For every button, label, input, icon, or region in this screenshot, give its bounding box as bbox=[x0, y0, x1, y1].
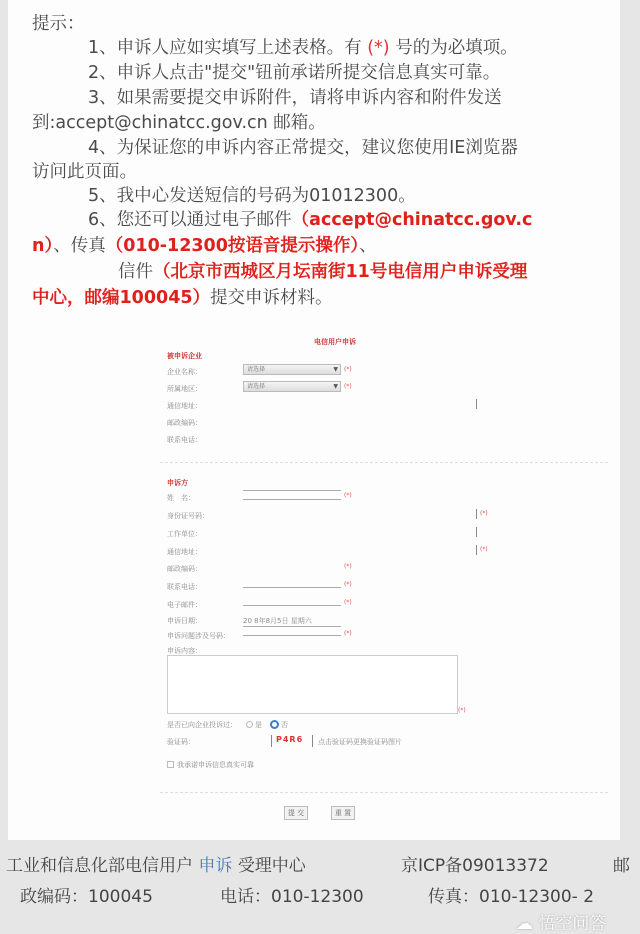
required-mark: (*) bbox=[367, 38, 390, 58]
promise-label: 我承诺申诉信息真实可靠 bbox=[177, 761, 254, 769]
footer-fax: 传真：010-12300- 2 bbox=[428, 887, 595, 907]
address-info: 中心，邮编100045） bbox=[32, 288, 211, 308]
content-textarea[interactable] bbox=[167, 655, 458, 714]
tip-3: 3、如果需要提交申诉附件，请将申诉内容和附件发送 bbox=[88, 88, 502, 108]
captcha-hint[interactable]: 点击验证码更换验证码图片 bbox=[318, 738, 402, 746]
required-mark: (*) bbox=[344, 581, 352, 588]
work-input[interactable] bbox=[476, 527, 477, 537]
company-label: 企业名称： bbox=[167, 368, 202, 376]
tip-1 bbox=[88, 36, 518, 60]
fax-info: （010-12300按语音提示操作） bbox=[105, 236, 360, 256]
required-mark: (*) bbox=[344, 492, 352, 499]
footer-phone: 电话：010-12300 bbox=[220, 887, 364, 907]
divider bbox=[160, 462, 608, 463]
watermark-text: 悟空问答 bbox=[538, 914, 607, 934]
address-label: 通信地址： bbox=[167, 402, 202, 410]
tip-4-cont: 访问此页面。 bbox=[32, 162, 137, 182]
footer bbox=[0, 840, 640, 933]
tip-3-cont: 到:accept@chinatcc.gov.cn 邮箱。 bbox=[32, 113, 326, 133]
required-mark: (*) bbox=[344, 599, 352, 606]
tip-text: 、传真 bbox=[53, 236, 106, 256]
name-label: 姓 名： bbox=[167, 494, 195, 502]
required-mark: (*) bbox=[344, 383, 352, 390]
address-input[interactable] bbox=[476, 399, 477, 409]
tip-7-cont bbox=[32, 286, 333, 310]
c-phone-label: 联系电话： bbox=[167, 583, 202, 591]
email-label: 电子邮件： bbox=[167, 601, 202, 609]
email-link[interactable]: （accept@chinatcc.gov.c bbox=[291, 210, 533, 230]
address-info: （北京市西城区月坛南街11号电信用户申诉受理 bbox=[153, 262, 528, 282]
complainant-section-title: 申诉方 bbox=[167, 479, 188, 487]
complained-label: 是否已向企业投诉过： bbox=[167, 721, 237, 729]
work-label: 工作单位： bbox=[167, 530, 202, 538]
c-zip-label: 邮政编码： bbox=[167, 565, 202, 573]
required-mark: (*) bbox=[344, 630, 352, 637]
watermark-logo-icon: ☁ bbox=[516, 914, 533, 934]
date-label: 申诉日期： bbox=[167, 617, 202, 625]
reset-button[interactable]: 重 置 bbox=[331, 806, 355, 820]
footer-line-1 bbox=[6, 851, 306, 876]
zip-label: 邮政编码： bbox=[167, 419, 202, 427]
region-label: 所属地区： bbox=[167, 385, 202, 393]
captcha-image[interactable]: P4R6 bbox=[276, 735, 304, 744]
tip-text: 提交申诉材料。 bbox=[210, 288, 333, 308]
number-label: 申诉问题涉及号码： bbox=[167, 632, 230, 640]
radio-no[interactable] bbox=[270, 720, 279, 729]
required-mark: (*) bbox=[480, 546, 488, 553]
tip-text: 、 bbox=[359, 236, 377, 256]
captcha-input[interactable] bbox=[271, 735, 272, 747]
tips-title: 提示： bbox=[32, 14, 85, 34]
divider bbox=[312, 735, 313, 747]
footer-text: 邮 bbox=[613, 856, 630, 876]
number-input[interactable] bbox=[243, 626, 341, 636]
email-input[interactable] bbox=[243, 596, 341, 606]
tip-text: 号的为必填项。 bbox=[395, 38, 518, 58]
select-value: 请选择 bbox=[247, 366, 266, 373]
chevron-down-icon: ▼ bbox=[333, 383, 338, 390]
tip-text: 6、您还可以通过电子邮件 bbox=[88, 210, 292, 230]
footer-text: 受理中心 bbox=[237, 856, 306, 876]
date-value: 20 8年8月5日 星期六 bbox=[243, 617, 312, 625]
footer-text: 工业和信息化部电信用户 bbox=[6, 856, 193, 876]
company-select[interactable] bbox=[243, 364, 341, 375]
radio-yes[interactable] bbox=[246, 721, 253, 728]
tip-text: 1、申诉人应如实填写上述表格。有 bbox=[88, 38, 362, 58]
captcha-label: 验证码： bbox=[167, 738, 195, 746]
tip-7 bbox=[118, 260, 527, 284]
icp-number: 京ICP备09013372 bbox=[401, 856, 549, 876]
region-select[interactable] bbox=[243, 381, 341, 392]
select-value: 请选择 bbox=[247, 383, 266, 390]
tip-5: 5、我中心发送短信的号码为01012300。 bbox=[88, 186, 416, 206]
promise-checkbox[interactable] bbox=[167, 761, 174, 768]
radio-yes-label: 是 bbox=[255, 721, 262, 729]
id-label: 身份证号码： bbox=[167, 512, 209, 520]
required-mark: (*) bbox=[344, 563, 352, 570]
c-phone-input[interactable] bbox=[243, 578, 341, 588]
required-mark: (*) bbox=[458, 707, 466, 714]
chevron-down-icon: ▼ bbox=[333, 366, 338, 373]
tip-6-cont bbox=[32, 234, 377, 258]
tip-6 bbox=[88, 208, 532, 232]
complaint-link[interactable]: 申诉 bbox=[198, 856, 233, 876]
required-mark: (*) bbox=[480, 510, 488, 517]
respondent-section-title: 被申诉企业 bbox=[167, 352, 202, 360]
id-input[interactable] bbox=[476, 509, 477, 519]
name-input[interactable] bbox=[243, 490, 341, 500]
phone-label: 联系电话： bbox=[167, 436, 202, 444]
tip-text: 信件 bbox=[118, 262, 153, 282]
tip-4: 4、为保证您的申诉内容正常提交，建议您使用IE浏览器 bbox=[88, 138, 518, 158]
c-address-label: 通信地址： bbox=[167, 548, 202, 556]
content-label: 申诉内容： bbox=[167, 647, 202, 655]
radio-no-label: 否 bbox=[281, 721, 288, 729]
c-address-input[interactable] bbox=[476, 545, 477, 555]
watermark bbox=[516, 909, 606, 934]
required-mark: (*) bbox=[344, 366, 352, 373]
submit-button[interactable]: 提 交 bbox=[284, 806, 308, 820]
footer-zip: 政编码：100045 bbox=[20, 887, 153, 907]
divider bbox=[160, 792, 608, 793]
form-title: 电信用户申诉 bbox=[314, 338, 356, 346]
tip-2: 2、申诉人点击"提交"钮前承诺所提交信息真实可靠。 bbox=[88, 63, 501, 83]
email-link[interactable]: n） bbox=[32, 236, 54, 256]
